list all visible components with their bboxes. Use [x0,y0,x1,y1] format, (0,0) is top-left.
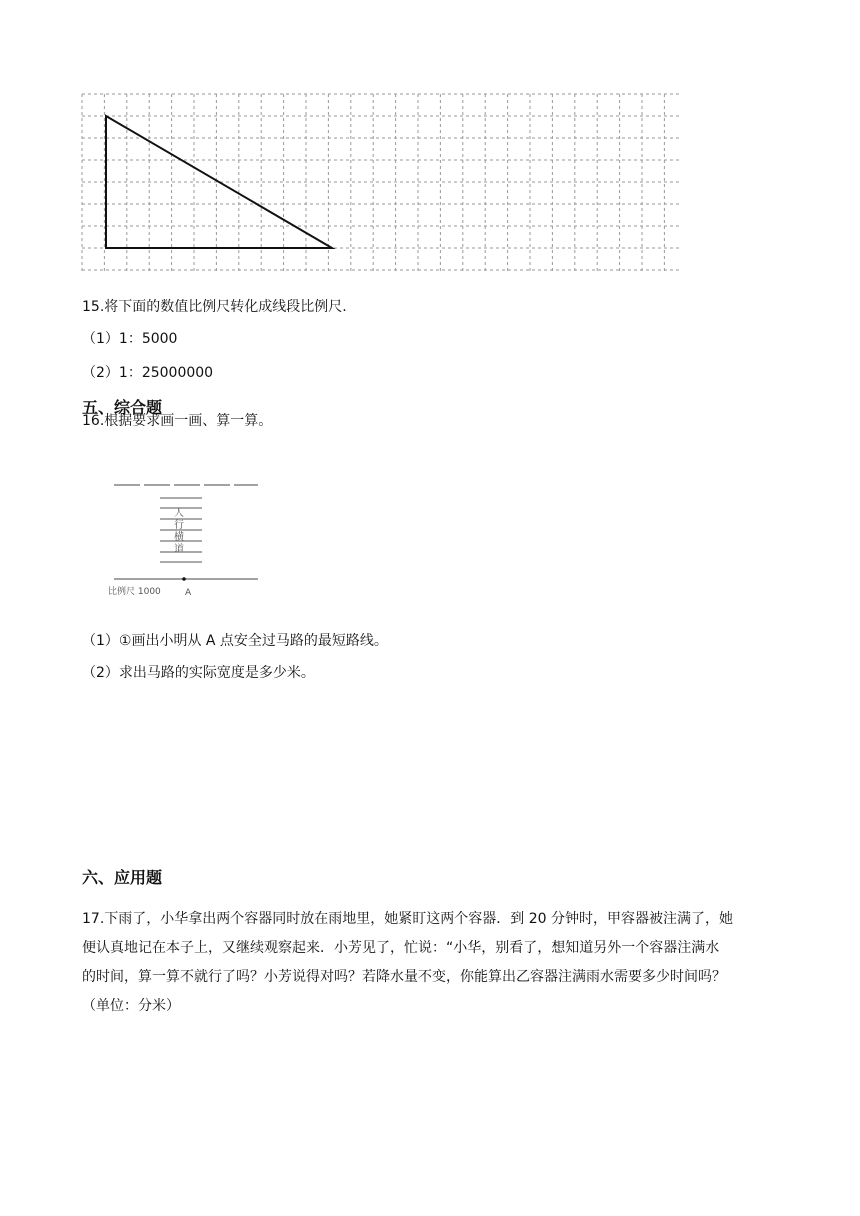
road-crosswalk-figure [108,478,268,600]
q17-paragraph [82,905,782,1021]
q16-item-2: （2）求出马路的实际宽度是多少米。 [82,665,315,681]
dashed-grid [82,94,682,272]
q16-prompt: 16.根据要求画一画、算一算。 [82,413,273,429]
crosswalk-char-4: 道 [174,544,184,555]
q16-item-1: （1）①画出小明从 A 点安全过马路的最短路线。 [82,633,388,649]
point-a-dot [182,577,186,581]
section-6-title: 六、应用题 [82,868,163,887]
point-a-label: A [185,588,192,598]
section-5-title: 五、综合题 [82,398,163,417]
q15-prompt: 15.将下面的数值比例尺转化成线段比例尺. [82,299,347,315]
crosswalk-char-2: 行 [174,520,184,531]
q17-line-4: （单位：分米） [82,998,180,1014]
q17-line-1: 17.下雨了，小华拿出两个容器同时放在雨地里，她紧盯这两个容器．到 20 分钟时，甲容器被注满了，她 [82,911,733,927]
grid-triangle-figure [80,92,685,274]
q17-line-3: 的时间，算一算不就行了吗？小芳说得对吗？若降水量不变，你能算出乙容器注满雨水需要多少时间吗？ [82,969,726,985]
road-crosswalk-svg [108,478,268,600]
q15-item-1: （1）1：5000 [82,331,178,347]
grid-triangle-svg [80,92,685,274]
q15-item-2: （2）1：25000000 [82,365,214,381]
crosswalk-char-3: 横 [174,532,184,543]
scale-label: 比例尺 1000 [108,587,161,597]
q17-line-2: 便认真地记在本子上，又继续观察起来．小芳见了，忙说：“小华，别看了，想知道另外一个容器注满水 [82,940,720,956]
crosswalk-char-1: 人 [174,508,184,519]
